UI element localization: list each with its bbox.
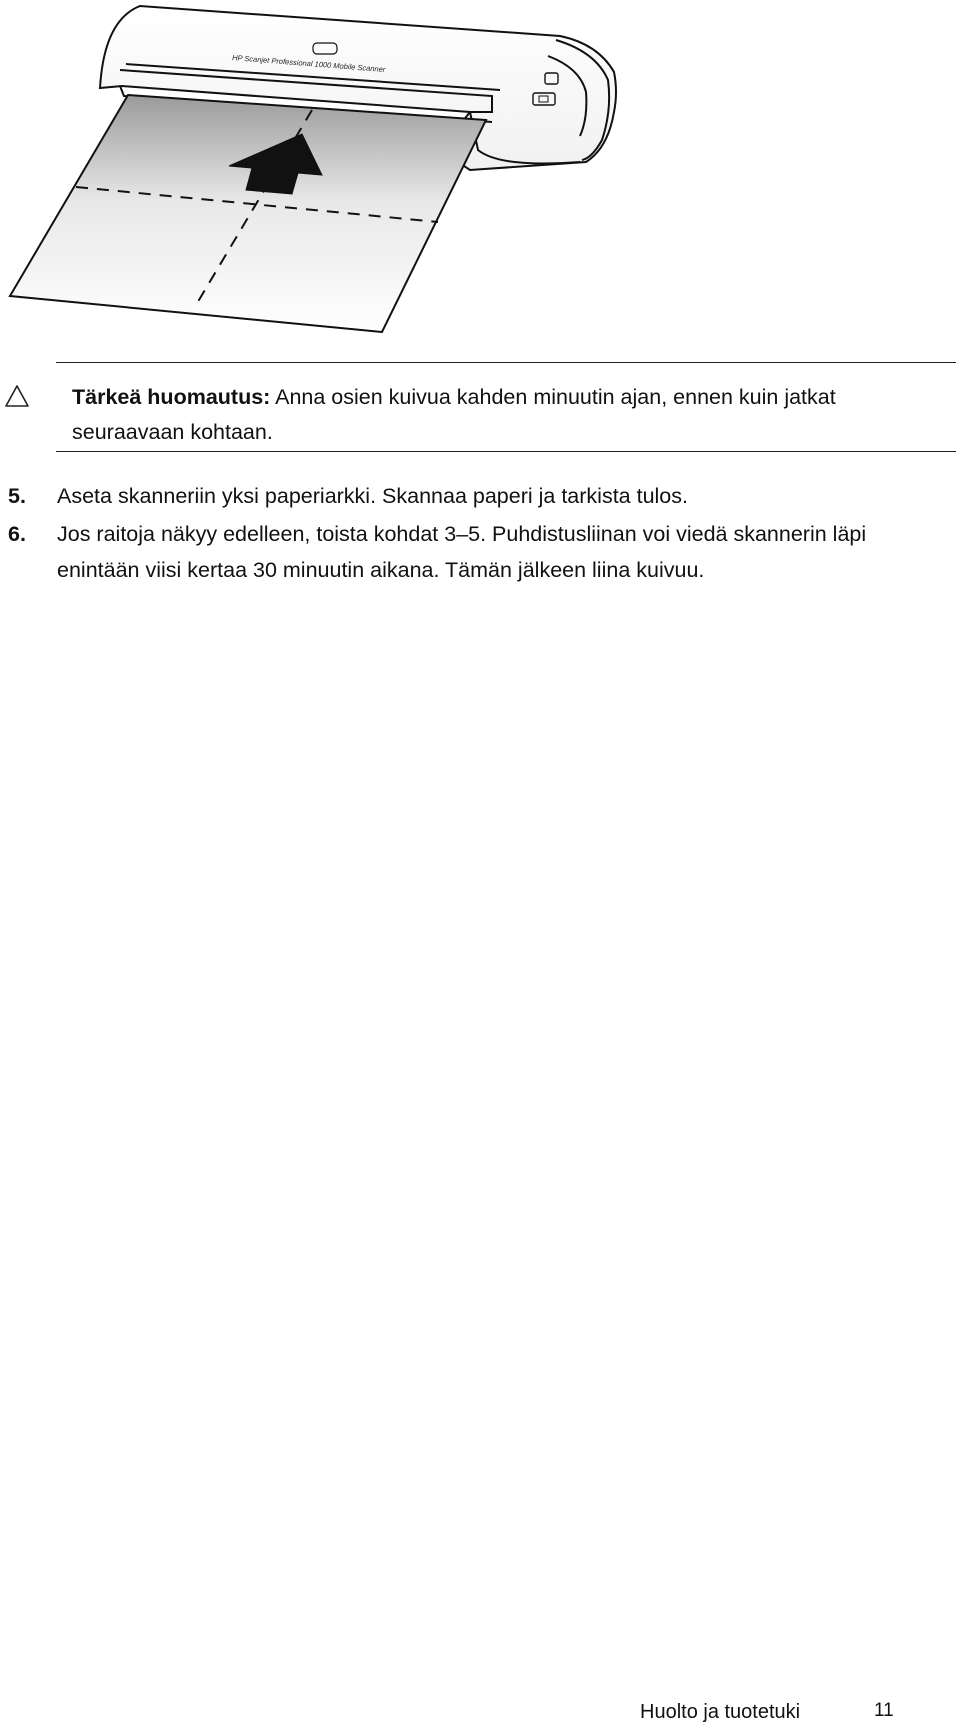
- scanner-illustration: [0, 0, 640, 345]
- paper-sheet: [10, 95, 486, 332]
- step-text: Jos raitoja näkyy edelleen, toista kohdat 3–5. Puhdistusliinan voi viedä skannerin läpi enintään viisi kertaa 30 minuutin aikana. Tämän jälkeen liina kuivuu.: [57, 522, 867, 582]
- note-body: Anna osien kuivua kahden minuutin ajan, ennen kuin jatkat seuraavaan kohtaan.: [72, 385, 836, 444]
- step-text: Aseta skanneriin yksi paperiarkki. Skannaa paperi ja tarkista tulos.: [57, 484, 688, 508]
- note-bottom-rule: [56, 451, 956, 452]
- footer-section-title: Huolto ja tuotetuki: [640, 1701, 801, 1723]
- note-label: Tärkeä huomautus:: [72, 385, 271, 409]
- step-number: 6.: [8, 522, 26, 546]
- step-item: [8, 516, 948, 588]
- important-note: [72, 380, 952, 450]
- step-number: 5.: [8, 484, 26, 508]
- scanner-label: HP Scanjet Professional 1000 Mobile Scanner: [231, 53, 386, 75]
- caution-triangle-icon: [4, 384, 30, 408]
- step-item: [8, 478, 948, 514]
- page-number: 11: [874, 1700, 894, 1721]
- note-top-rule: [56, 362, 956, 363]
